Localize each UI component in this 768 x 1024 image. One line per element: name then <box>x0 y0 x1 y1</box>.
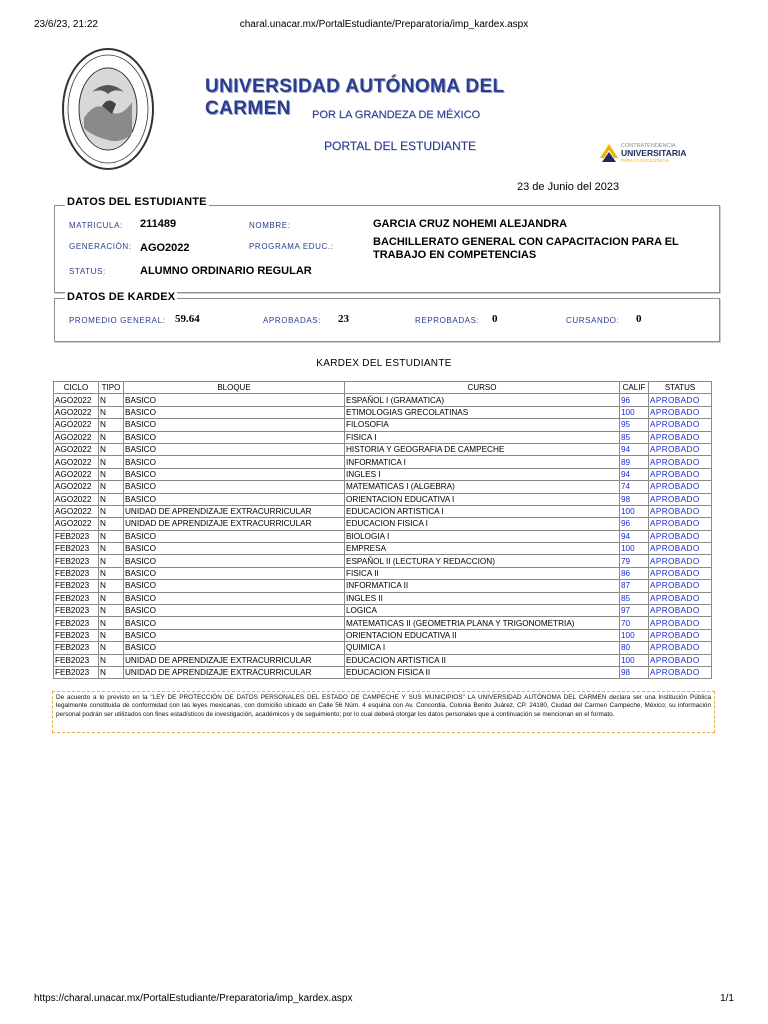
reprobadas-value: 0 <box>492 313 498 325</box>
table-row <box>54 505 712 517</box>
cell-calif: 100 <box>620 505 649 517</box>
table-row <box>54 456 712 468</box>
cell-tipo: N <box>99 419 124 431</box>
kardex-table-body <box>54 394 712 679</box>
cell-status: APROBADO <box>649 642 712 654</box>
cell-curso: EMPRESA <box>345 543 620 555</box>
cell-bloque: BASICO <box>124 493 345 505</box>
cell-status: APROBADO <box>649 456 712 468</box>
cell-curso: FISICA II <box>345 567 620 579</box>
kardex-data-legend: DATOS DE KARDEX <box>67 291 176 303</box>
col-header-calif: CALIF <box>620 382 649 394</box>
cell-bloque: BASICO <box>124 443 345 455</box>
reprobadas-label: REPROBADAS: <box>415 316 480 325</box>
cell-bloque: BASICO <box>124 456 345 468</box>
cell-bloque: BASICO <box>124 567 345 579</box>
table-row <box>54 605 712 617</box>
cell-calif: 100 <box>620 543 649 555</box>
cell-curso: INFORMATICA II <box>345 580 620 592</box>
col-header-ciclo: CICLO <box>54 382 99 394</box>
cell-calif: 80 <box>620 642 649 654</box>
cell-bloque: BASICO <box>124 605 345 617</box>
cell-curso: ESPAÑOL I (GRAMATICA) <box>345 394 620 406</box>
cell-calif: 94 <box>620 530 649 542</box>
cell-ciclo: FEB2023 <box>54 654 99 666</box>
cell-curso: EDUCACION FISICA I <box>345 518 620 530</box>
cell-tipo: N <box>99 443 124 455</box>
cell-calif: 100 <box>620 406 649 418</box>
cell-ciclo: FEB2023 <box>54 642 99 654</box>
table-row <box>54 629 712 641</box>
cell-tipo: N <box>99 468 124 480</box>
cell-bloque: BASICO <box>124 629 345 641</box>
cell-curso: QUIMICA I <box>345 642 620 654</box>
cursando-label: CURSANDO: <box>566 316 620 325</box>
cell-curso: ORIENTACION EDUCATIVA I <box>345 493 620 505</box>
cell-calif: 85 <box>620 431 649 443</box>
generacion-value: AGO2022 <box>140 242 190 254</box>
cell-curso: EDUCACION ARTISTICA I <box>345 505 620 517</box>
table-row <box>54 481 712 493</box>
cell-tipo: N <box>99 518 124 530</box>
table-row <box>54 530 712 542</box>
table-row <box>54 394 712 406</box>
aprobadas-value: 23 <box>338 313 349 325</box>
kardex-table <box>53 381 712 679</box>
table-row <box>54 555 712 567</box>
university-seal-logo <box>62 48 154 170</box>
cell-curso: INGLES II <box>345 592 620 604</box>
cell-tipo: N <box>99 555 124 567</box>
table-row <box>54 567 712 579</box>
cell-curso: MATEMATICAS II (GEOMETRIA PLANA Y TRIGONOMETRIA) <box>345 617 620 629</box>
print-url: charal.unacar.mx/PortalEstudiante/Preparatoria/imp_kardex.aspx <box>239 19 529 30</box>
cell-calif: 96 <box>620 394 649 406</box>
programa-label: PROGRAMA EDUC.: <box>249 242 334 251</box>
svg-text:PARA LA EXCELENCIA: PARA LA EXCELENCIA <box>621 158 669 163</box>
table-header-row <box>54 382 712 394</box>
university-motto: POR LA GRANDEZA DE MÉXICO <box>312 109 481 121</box>
cell-calif: 100 <box>620 654 649 666</box>
cell-status: APROBADO <box>649 468 712 480</box>
cell-tipo: N <box>99 617 124 629</box>
cell-ciclo: AGO2022 <box>54 493 99 505</box>
cell-tipo: N <box>99 642 124 654</box>
table-row <box>54 493 712 505</box>
cell-curso: FISICA I <box>345 431 620 443</box>
table-row <box>54 666 712 678</box>
cell-status: APROBADO <box>649 505 712 517</box>
cell-calif: 89 <box>620 456 649 468</box>
programa-value-line2: TRABAJO EN COMPETENCIAS <box>373 249 537 261</box>
cell-status: APROBADO <box>649 481 712 493</box>
cell-ciclo: AGO2022 <box>54 456 99 468</box>
table-row <box>54 592 712 604</box>
cell-ciclo: AGO2022 <box>54 468 99 480</box>
cell-status: APROBADO <box>649 394 712 406</box>
cell-tipo: N <box>99 406 124 418</box>
table-row <box>54 580 712 592</box>
nombre-label: NOMBRE: <box>249 221 291 230</box>
cell-ciclo: AGO2022 <box>54 394 99 406</box>
table-row <box>54 443 712 455</box>
cell-status: APROBADO <box>649 617 712 629</box>
cell-status: APROBADO <box>649 654 712 666</box>
svg-text:UNIVERSITARIA: UNIVERSITARIA <box>621 148 687 158</box>
cell-ciclo: AGO2022 <box>54 443 99 455</box>
cell-ciclo: FEB2023 <box>54 580 99 592</box>
cell-status: APROBADO <box>649 592 712 604</box>
cell-tipo: N <box>99 530 124 542</box>
cell-tipo: N <box>99 431 124 443</box>
matricula-label: MATRICULA: <box>69 221 123 230</box>
cell-status: APROBADO <box>649 555 712 567</box>
status-label: STATUS: <box>69 267 106 276</box>
cursando-value: 0 <box>636 313 642 325</box>
cell-ciclo: FEB2023 <box>54 605 99 617</box>
cell-bloque: BASICO <box>124 419 345 431</box>
aprobadas-label: APROBADAS: <box>263 316 322 325</box>
cell-tipo: N <box>99 567 124 579</box>
document-date: 23 de Junio del 2023 <box>517 181 620 193</box>
cell-ciclo: FEB2023 <box>54 592 99 604</box>
svg-text:CONTRATENDENCIA: CONTRATENDENCIA <box>621 143 676 149</box>
table-row <box>54 518 712 530</box>
cell-status: APROBADO <box>649 431 712 443</box>
nombre-value: GARCIA CRUZ NOHEMI ALEJANDRA <box>373 218 568 230</box>
matricula-value: 211489 <box>140 218 177 230</box>
contratendencia-logo <box>598 138 694 166</box>
cell-tipo: N <box>99 580 124 592</box>
cell-calif: 87 <box>620 580 649 592</box>
portal-title: PORTAL DEL ESTUDIANTE <box>324 139 477 153</box>
cell-calif: 95 <box>620 419 649 431</box>
col-header-curso: CURSO <box>345 382 620 394</box>
table-row <box>54 642 712 654</box>
table-row <box>54 654 712 666</box>
programa-value-line1: BACHILLERATO GENERAL CON CAPACITACION PARA EL <box>373 236 679 248</box>
cell-bloque: BASICO <box>124 481 345 493</box>
cell-tipo: N <box>99 493 124 505</box>
cell-bloque: BASICO <box>124 406 345 418</box>
cell-bloque: BASICO <box>124 468 345 480</box>
footer-url[interactable]: https://charal.unacar.mx/PortalEstudiante/Preparatoria/imp_kardex.aspx <box>34 993 353 1004</box>
cell-curso: INFORMATICA I <box>345 456 620 468</box>
cell-calif: 94 <box>620 443 649 455</box>
cell-calif: 74 <box>620 481 649 493</box>
cell-tipo: N <box>99 505 124 517</box>
table-row <box>54 431 712 443</box>
col-header-tipo: TIPO <box>99 382 124 394</box>
cell-curso: MATEMATICAS I (ALGEBRA) <box>345 481 620 493</box>
cell-ciclo: FEB2023 <box>54 555 99 567</box>
cell-status: APROBADO <box>649 543 712 555</box>
cell-ciclo: AGO2022 <box>54 431 99 443</box>
cell-status: APROBADO <box>649 580 712 592</box>
cell-calif: 85 <box>620 592 649 604</box>
generacion-label: GENERACIÓN: <box>69 242 132 251</box>
cell-tipo: N <box>99 543 124 555</box>
kardex-table-title: KARDEX DEL ESTUDIANTE <box>316 358 452 369</box>
cell-status: APROBADO <box>649 530 712 542</box>
col-header-status: STATUS <box>649 382 712 394</box>
cell-ciclo: FEB2023 <box>54 629 99 641</box>
cell-tipo: N <box>99 456 124 468</box>
cell-calif: 97 <box>620 605 649 617</box>
cell-curso: EDUCACION ARTISTICA II <box>345 654 620 666</box>
cell-tipo: N <box>99 666 124 678</box>
cell-curso: ETIMOLOGIAS GRECOLATINAS <box>345 406 620 418</box>
cell-calif: 96 <box>620 518 649 530</box>
table-row <box>54 543 712 555</box>
cell-tipo: N <box>99 629 124 641</box>
cell-calif: 98 <box>620 666 649 678</box>
cell-status: APROBADO <box>649 605 712 617</box>
privacy-notice: De acuerdo a lo previsto en la "LEY DE PROTECCIÓN DE DATOS PERSONALES DEL ESTADO DE CAMPECHE Y SUS MUNICIPIOS" LA UNIVERSIDAD AUTÓNOMA DEL CARMEN declara ser una Institución Pública legalmente constituida de conformidad con las leyes mexicanas, con domicilio ubicado en Calle 56 Núm. 4 esquina con Av. Concordia, Colonia Benito Juárez, CP. 24180, Ciudad del Carmen Campeche, México; su información personal podrán ser utilizados con fines estadísticos de investigación, académicos y de seguimiento; por lo cual deberá otorgar los datos personales que a continuación se mencionan en el formato. <box>52 691 715 733</box>
student-data-legend: DATOS DEL ESTUDIANTE <box>67 196 207 208</box>
cell-tipo: N <box>99 654 124 666</box>
cell-ciclo: AGO2022 <box>54 406 99 418</box>
cell-tipo: N <box>99 394 124 406</box>
cell-bloque: BASICO <box>124 530 345 542</box>
cell-bloque: UNIDAD DE APRENDIZAJE EXTRACURRICULAR <box>124 505 345 517</box>
cell-calif: 70 <box>620 617 649 629</box>
cell-curso: INGLES I <box>345 468 620 480</box>
cell-ciclo: AGO2022 <box>54 518 99 530</box>
cell-bloque: UNIDAD DE APRENDIZAJE EXTRACURRICULAR <box>124 666 345 678</box>
cell-bloque: BASICO <box>124 543 345 555</box>
table-row <box>54 406 712 418</box>
page-counter: 1/1 <box>720 993 734 1004</box>
cell-bloque: BASICO <box>124 617 345 629</box>
university-title: UNIVERSIDAD AUTÓNOMA DEL CARMEN <box>205 76 505 119</box>
cell-status: APROBADO <box>649 406 712 418</box>
table-row <box>54 468 712 480</box>
cell-calif: 98 <box>620 493 649 505</box>
print-date: 23/6/23, 21:22 <box>34 19 98 30</box>
cell-curso: FILOSOFIA <box>345 419 620 431</box>
col-header-bloque: BLOQUE <box>124 382 345 394</box>
promedio-label: PROMEDIO GENERAL: <box>69 316 166 325</box>
cell-bloque: BASICO <box>124 592 345 604</box>
cell-bloque: UNIDAD DE APRENDIZAJE EXTRACURRICULAR <box>124 654 345 666</box>
cell-curso: EDUCACION FISICA II <box>345 666 620 678</box>
cell-status: APROBADO <box>649 567 712 579</box>
cell-tipo: N <box>99 592 124 604</box>
cell-bloque: BASICO <box>124 642 345 654</box>
cell-tipo: N <box>99 481 124 493</box>
cell-status: APROBADO <box>649 443 712 455</box>
cell-curso: HISTORIA Y GEOGRAFIA DE CAMPECHE <box>345 443 620 455</box>
cell-calif: 94 <box>620 468 649 480</box>
cell-ciclo: FEB2023 <box>54 666 99 678</box>
cell-curso: BIOLOGIA I <box>345 530 620 542</box>
cell-calif: 79 <box>620 555 649 567</box>
cell-status: APROBADO <box>649 666 712 678</box>
cell-ciclo: FEB2023 <box>54 617 99 629</box>
promedio-value: 59.64 <box>175 313 200 325</box>
cell-bloque: BASICO <box>124 580 345 592</box>
cell-tipo: N <box>99 605 124 617</box>
table-row <box>54 617 712 629</box>
cell-ciclo: FEB2023 <box>54 567 99 579</box>
cell-bloque: UNIDAD DE APRENDIZAJE EXTRACURRICULAR <box>124 518 345 530</box>
cell-bloque: BASICO <box>124 555 345 567</box>
cell-ciclo: AGO2022 <box>54 419 99 431</box>
cell-ciclo: FEB2023 <box>54 543 99 555</box>
cell-status: APROBADO <box>649 518 712 530</box>
table-row <box>54 419 712 431</box>
cell-calif: 100 <box>620 629 649 641</box>
cell-bloque: BASICO <box>124 431 345 443</box>
cell-curso: ORIENTACION EDUCATIVA II <box>345 629 620 641</box>
cell-ciclo: AGO2022 <box>54 505 99 517</box>
cell-bloque: BASICO <box>124 394 345 406</box>
cell-status: APROBADO <box>649 629 712 641</box>
cell-status: APROBADO <box>649 493 712 505</box>
cell-ciclo: AGO2022 <box>54 481 99 493</box>
cell-status: APROBADO <box>649 419 712 431</box>
cell-curso: LOGICA <box>345 605 620 617</box>
status-value: ALUMNO ORDINARIO REGULAR <box>140 265 312 277</box>
cell-ciclo: FEB2023 <box>54 530 99 542</box>
cell-calif: 86 <box>620 567 649 579</box>
cell-curso: ESPAÑOL II (LECTURA Y REDACCION) <box>345 555 620 567</box>
